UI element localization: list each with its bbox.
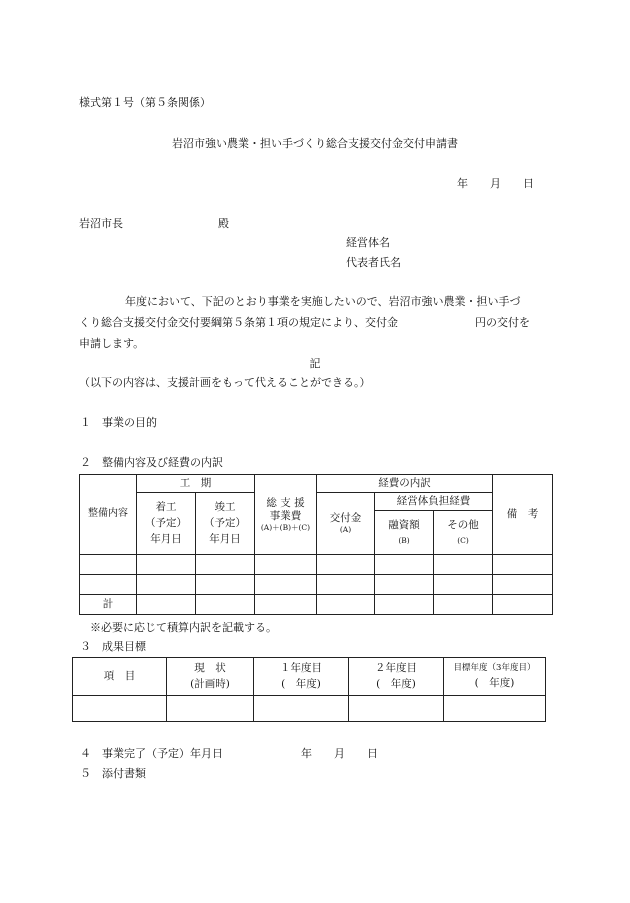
body-line-1: 年度において、下記のとおり事業を実施したいので、岩沼市強い農業・担い手づ	[125, 295, 521, 308]
form-number: 様式第１号（第５条関係）	[79, 96, 211, 109]
total-row	[80, 595, 553, 615]
col-header-period: 工 期	[137, 475, 255, 493]
col-header-current: 現 状 (計画時)	[167, 658, 254, 696]
cost-breakdown-table	[79, 474, 553, 615]
section-3-heading: ３ 成果目標	[80, 640, 146, 653]
entity-name-label: 経営体名	[346, 236, 390, 249]
ki-heading: 記	[309, 357, 321, 370]
col-header-target: 目標年度（3年度目） ( 年度)	[444, 658, 546, 696]
col-header-content: 整備内容	[80, 475, 137, 555]
section-4-heading: ４ 事業完了（予定）年月日	[80, 747, 223, 760]
section-2-heading: ２ 整備内容及び経費の内訳	[80, 456, 223, 469]
col-header-other: その他 (C)	[434, 511, 493, 555]
representative-name-label: 代表者氏名	[346, 256, 401, 269]
col-header-total: 総 支 援 事業費 (A)＋(B)＋(C)	[255, 475, 317, 555]
col-header-loan: 融資額 (B)	[375, 511, 434, 555]
addressee-honorific: 殿	[218, 217, 229, 230]
document-title: 岩沼市強い農業・担い手づくり総合支援交付金交付申請書	[172, 137, 458, 150]
date-line: 年 月 日	[457, 177, 534, 190]
col-header-year1: １年度目 ( 年度)	[254, 658, 349, 696]
col-header-end: 竣工 （予定） 年月日	[196, 493, 255, 555]
total-row-label: 計	[80, 595, 137, 615]
body-line-3: 申請します。	[79, 337, 145, 350]
col-header-year2: ２年度目 ( 年度)	[349, 658, 444, 696]
table-row	[80, 555, 553, 575]
section-5-heading: ５ 添付書類	[80, 767, 146, 780]
addressee-name: 岩沼市長	[79, 217, 123, 230]
table-row	[80, 575, 553, 595]
section-1-heading: １ 事業の目的	[80, 416, 157, 429]
col-header-subsidy: 交付金 (A)	[317, 493, 375, 555]
completion-date: 年 月 日	[301, 747, 378, 760]
body-line-2: くり総合支援交付金交付要綱第５条第１項の規定により、交付金 円の交付を	[79, 316, 530, 329]
substitution-note: （以下の内容は、支援計画をもって代えることができる。）	[79, 376, 371, 389]
col-header-breakdown: 経費の内訳	[317, 475, 493, 493]
table-footnote: ※必要に応じて積算内訳を記載する。	[90, 621, 277, 634]
table-row	[73, 696, 546, 722]
col-header-start: 着工 （予定） 年月日	[137, 493, 196, 555]
col-header-item: 項 目	[73, 658, 167, 696]
col-header-burden: 経営体負担経費	[375, 493, 493, 511]
col-header-remarks: 備 考	[493, 475, 553, 555]
outcome-target-table	[72, 657, 546, 722]
